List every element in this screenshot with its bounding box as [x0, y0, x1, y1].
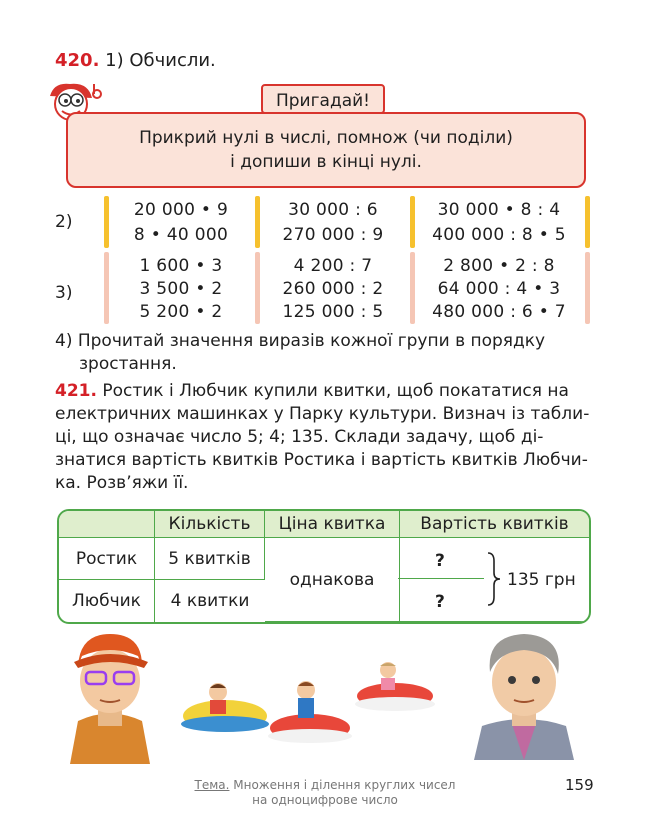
buyer-name: Ростик [59, 538, 155, 580]
expression: 270 000 : 9 [282, 225, 384, 245]
task-number: 420. [55, 50, 100, 71]
buyer-name: Любчик [59, 580, 155, 622]
page-number: 159 [565, 776, 594, 794]
expression-column [424, 255, 574, 324]
table-header-cell: Ціна квитка [265, 511, 400, 538]
remember-title: Пригадай! [261, 84, 385, 114]
divider-bar [585, 252, 590, 324]
part-2-label: 2) [55, 212, 73, 232]
ticket-quantity: 4 квитки [170, 591, 250, 611]
boy-lyubchyk-illustration-icon [468, 628, 580, 760]
expression: 30 000 • 8 : 4 [437, 200, 561, 220]
part-3-label: 3) [55, 283, 73, 303]
divider-bar [410, 252, 415, 324]
task-421-line: ка. Розв’яжи її. [55, 473, 189, 493]
table-header-cell: Кількість [155, 511, 265, 538]
task-421-line: Ростик і Любчик купили квитки, щоб покататися на [102, 381, 569, 401]
expression: 480 000 : 6 • 7 [432, 302, 566, 322]
part-4-line: зростання. [79, 354, 177, 374]
unknown-cost: ? [435, 592, 445, 612]
expression-column [258, 198, 408, 248]
boy-rostyk-illustration-icon [60, 626, 160, 764]
expression-column [424, 198, 574, 248]
task-number: 421. [55, 381, 97, 401]
part-4-text [55, 330, 595, 376]
ticket-quantity: 5 квитків [155, 538, 265, 580]
unknown-cost: ? [435, 551, 445, 571]
expression: 64 000 : 4 • 3 [437, 279, 561, 299]
expression: 400 000 : 8 • 5 [432, 225, 566, 245]
expression: 20 000 • 9 [133, 200, 229, 220]
topic-label: Тема. [194, 778, 230, 792]
curly-brace-icon [486, 551, 502, 607]
expression: 8 • 40 000 [133, 225, 229, 245]
task-421-line: ці, що означає число 5; 4; 135. Склади задачу, щоб ді- [55, 427, 544, 447]
expression: 1 600 • 3 [139, 256, 223, 276]
expression: 4 200 : 7 [293, 256, 373, 276]
expression: 260 000 : 2 [282, 279, 384, 299]
page-footer-topic [175, 778, 475, 808]
expression: 5 200 • 2 [139, 302, 223, 322]
topic-line-2: на одноцифрове число [252, 793, 398, 807]
cost-divider [398, 578, 484, 579]
expression-column [258, 255, 408, 324]
table-header-cell [59, 511, 155, 538]
task-420-header [55, 50, 216, 71]
task-421-text [55, 380, 593, 495]
purchase-table [57, 509, 591, 624]
task-421-line: знатися вартість квитків Ростика і вартість квитків Любчи- [55, 450, 588, 470]
expression: 3 500 • 2 [139, 279, 223, 299]
part-4-line: 4) Прочитай значення виразів кожної групи в порядку [55, 331, 546, 351]
ticket-price: однакова [265, 538, 400, 622]
divider-bar [410, 196, 415, 248]
expression-column [106, 255, 256, 324]
expression-column [106, 198, 256, 248]
remember-line-1: Прикрий нулі в числі, помнож (чи поділи) [139, 128, 513, 148]
total-cost: 135 грн [507, 570, 576, 590]
task-421-line: електричних машинках у Парку культури. Визнач із табли- [55, 404, 590, 424]
expression: 30 000 : 6 [288, 200, 378, 220]
task-part-1: 1) Обчисли. [105, 50, 216, 71]
remember-line-2: і допиши в кінці нулі. [230, 152, 422, 172]
bumper-cars-illustration-icon [180, 656, 440, 754]
topic-line-1: Множення і ділення круглих чисел [229, 778, 456, 792]
table-header-cell: Вартість квитків [400, 511, 589, 538]
expression: 2 800 • 2 : 8 [443, 256, 555, 276]
expression: 125 000 : 5 [282, 302, 384, 322]
remember-box [66, 112, 586, 188]
divider-bar [585, 196, 590, 248]
table-header-row [59, 511, 589, 538]
